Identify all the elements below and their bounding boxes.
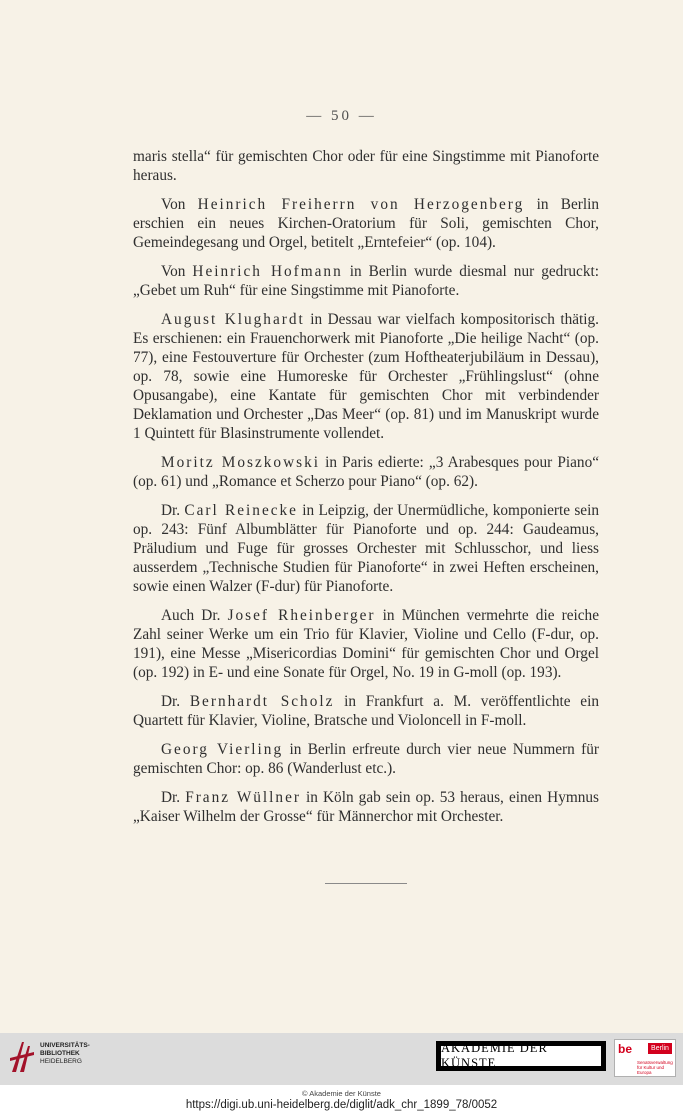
library-name: UNIVERSITÄTS- BIBLIOTHEK HEIDELBERG (40, 1042, 90, 1065)
section-divider (325, 883, 407, 884)
person-name: Moritz Moszkowski (161, 454, 320, 471)
person-name: August Klughardt (161, 311, 305, 328)
body-text (133, 147, 599, 836)
person-name: Franz Wüllner (185, 789, 301, 806)
paragraph-1: maris stella“ für gemischten Chor oder für eine Singstimme mit Pianoforte heraus. (133, 148, 599, 184)
page-number: — 50 — (306, 108, 377, 124)
berlin-senate-logo[interactable]: be Berlin Senatsverwaltung für Kultur und Europa (614, 1039, 676, 1077)
person-name: Bernhardt Scholz (189, 693, 335, 710)
person-name: Heinrich Freiherrn von Herzogenberg (197, 196, 525, 213)
person-name: Josef Rheinberger (227, 607, 376, 624)
paragraph-10: Dr. Franz Wüllner in Köln gab sein op. 53 heraus, einen Hymnus „Kaiser Wilhelm der Grosse“ für Männerchor mit Orchester. (133, 789, 599, 825)
person-name: Heinrich Hofmann (192, 263, 343, 280)
paragraph-6: Dr. Carl Reinecke in Leipzig, der Unermüdliche, komponierte sein op. 243: Fünf Albumblätter für Pianoforte und op. 244: Gaudeamus, Präludium und Fuge für grosses Orchester mit Schlusschor, und liess ausserdem „Technische Studien für Pianoforte“ in zwei Heften erscheinen, sowie einen Walzer (F-dur) für Pianoforte. (133, 502, 599, 595)
paragraph-9: Georg Vierling in Berlin erfreute durch vier neue Nummern für gemischten Chor: op. 86 (Wanderlust etc.). (133, 741, 599, 777)
paragraph-8: Dr. Bernhardt Scholz in Frankfurt a. M. veröffentlichte ein Quartett für Klavier, Violine, Bratsche und Violoncell in F-moll. (133, 693, 599, 729)
person-name: Carl Reinecke (184, 502, 298, 519)
paragraph-4: August Klughardt in Dessau war vielfach kompositorisch thätig. Es erschienen: ein Frauenchorwerk mit Pianoforte „Die heilige Nacht“ (op. 77), eine Festouverture für Orchester (zum Hoftheaterjubiläum in Dessau), op. 78, sowie eine Humoreske für Orchester „Frühlingslust“ (ohne Opusangabe), eine Kantate für gemischten Chor mit verbindender Deklamation und Orchester „Das Meer“ (op. 81) und im Manuskript wurde 1 Quintett für Blasinstrumente vollendet. (133, 311, 600, 442)
paragraph-5: Moritz Moszkowski in Paris edierte: „3 Arabesques pour Piano“ (op. 61) und „Romance et Scherzo pour Piano“ (op. 62). (133, 454, 600, 490)
paragraph-7: Auch Dr. Josef Rheinberger in München vermehrte die reiche Zahl seiner Werke um ein Trio für Klavier, Violine und Cello (F-dur, op. 191), eine Messe „Misericordias Domini“ für gemischten Chor und Orgel (op. 192) in E- und eine Sonate für Orgel, No. 19 in G-moll (op. 193). (133, 607, 599, 681)
heidelberg-library-logo-icon[interactable] (8, 1038, 38, 1074)
permalink-url[interactable]: https://digi.ub.uni-heidelberg.de/diglit/adk_chr_1899_78/0052 (185, 1099, 498, 1111)
copyright-notice: © Akademie der Künste (302, 1089, 381, 1098)
akademie-der-kuenste-logo[interactable]: AKADEMIE DER KÜNSTE (436, 1041, 606, 1071)
paragraph-2: Von Heinrich Freiherrn von Herzogenberg in Berlin erschien ein neues Kirchen-Oratorium für Soli, gemischten Chor, Gemeindegesang und Orgel, betitelt „Erntefeier“ (op. 104). (133, 196, 599, 251)
paragraph-3: Von Heinrich Hofmann in Berlin wurde diesmal nur gedruckt: „Gebet um Ruh“ für eine Singstimme mit Pianoforte. (133, 263, 599, 299)
person-name: Georg Vierling (161, 741, 284, 758)
